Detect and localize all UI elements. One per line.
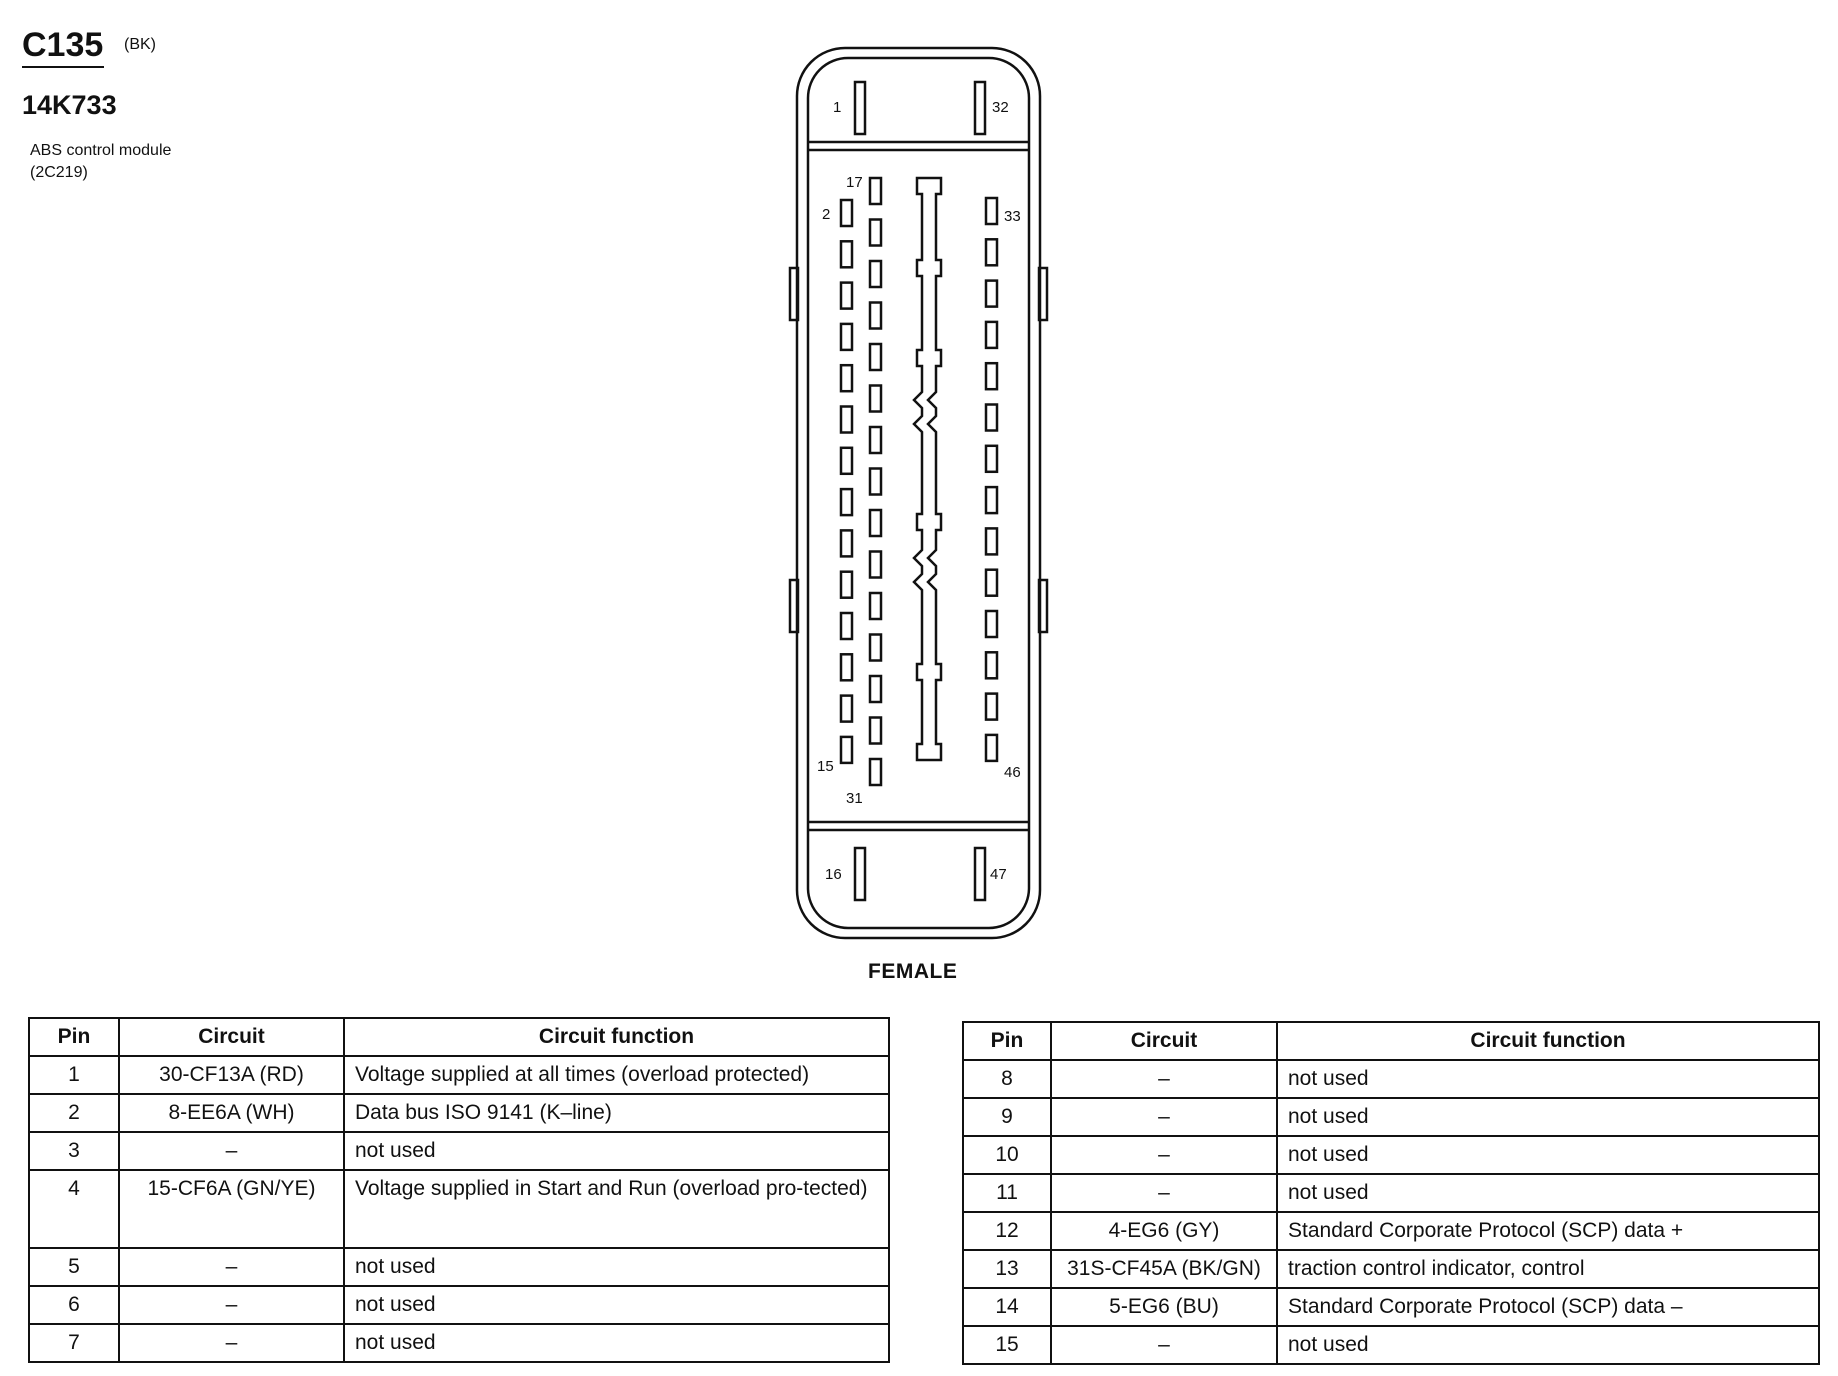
function-cell: not used bbox=[1277, 1060, 1819, 1098]
pin-cavity bbox=[870, 510, 881, 536]
pin-cell: 7 bbox=[29, 1324, 119, 1362]
description-line: ABS control module bbox=[30, 142, 172, 159]
pin-cavity bbox=[841, 613, 852, 639]
table-row bbox=[29, 1248, 889, 1286]
pin-cavity bbox=[986, 487, 997, 513]
pin-label: 31 bbox=[846, 790, 863, 807]
pin-cavity bbox=[841, 200, 852, 226]
function-cell: not used bbox=[344, 1324, 889, 1362]
pin-cell: 13 bbox=[963, 1250, 1051, 1288]
circuit-cell: – bbox=[1051, 1136, 1277, 1174]
side-latch bbox=[790, 268, 798, 320]
pin-cell: 11 bbox=[963, 1174, 1051, 1212]
pin-cavity bbox=[841, 283, 852, 309]
function-cell: not used bbox=[344, 1132, 889, 1170]
circuit-cell: 15-CF6A (GN/YE) bbox=[119, 1170, 344, 1248]
column-header-circuit: Circuit bbox=[119, 1018, 344, 1056]
pin-cell: 14 bbox=[963, 1288, 1051, 1326]
pin-cavity bbox=[841, 489, 852, 515]
circuit-cell: 31S-CF45A (BK/GN) bbox=[1051, 1250, 1277, 1288]
function-cell: not used bbox=[1277, 1326, 1819, 1364]
pin-cavity bbox=[841, 737, 852, 763]
pin-cavity bbox=[986, 611, 997, 637]
circuit-cell: – bbox=[119, 1324, 344, 1362]
circuit-cell: 5-EG6 (BU) bbox=[1051, 1288, 1277, 1326]
circuit-cell: – bbox=[1051, 1098, 1277, 1136]
side-latch bbox=[790, 580, 798, 632]
pin-cavity bbox=[986, 322, 997, 348]
table-row bbox=[963, 1174, 1819, 1212]
pin-label: 15 bbox=[817, 758, 834, 775]
table-row bbox=[29, 1132, 889, 1170]
function-cell: Data bus ISO 9141 (K–line) bbox=[344, 1094, 889, 1132]
pin-cavity bbox=[841, 696, 852, 722]
function-cell: Standard Corporate Protocol (SCP) data + bbox=[1277, 1212, 1819, 1250]
pin-label: 47 bbox=[990, 866, 1007, 883]
column-header-pin: Pin bbox=[29, 1018, 119, 1056]
table-row bbox=[29, 1324, 889, 1362]
function-cell: Voltage supplied at all times (overload protected) bbox=[344, 1056, 889, 1094]
column-header-pin: Pin bbox=[963, 1022, 1051, 1060]
pin-cavity bbox=[841, 448, 852, 474]
pin-cavity bbox=[975, 82, 985, 134]
pin-cavity bbox=[841, 324, 852, 350]
pin-cavity bbox=[841, 365, 852, 391]
function-cell: not used bbox=[344, 1248, 889, 1286]
pin-cell: 15 bbox=[963, 1326, 1051, 1364]
pin-cell: 5 bbox=[29, 1248, 119, 1286]
circuit-cell: 8-EE6A (WH) bbox=[119, 1094, 344, 1132]
pin-cavity bbox=[986, 446, 997, 472]
pin-label: 46 bbox=[1004, 764, 1021, 781]
pin-cavity bbox=[841, 530, 852, 556]
function-cell: not used bbox=[344, 1286, 889, 1324]
table-row bbox=[29, 1286, 889, 1324]
pin-cavity bbox=[855, 848, 865, 900]
pin-cavity bbox=[870, 261, 881, 287]
pin-cell: 2 bbox=[29, 1094, 119, 1132]
table-header-row bbox=[29, 1018, 889, 1056]
function-cell: Voltage supplied in Start and Run (overload pro-tected) bbox=[344, 1170, 889, 1248]
pin-table-right bbox=[962, 1021, 1820, 1365]
circuit-cell: – bbox=[1051, 1174, 1277, 1212]
description-line: (2C219) bbox=[30, 164, 88, 181]
circuit-cell: – bbox=[1051, 1060, 1277, 1098]
pin-label: 16 bbox=[825, 866, 842, 883]
pin-cavity bbox=[986, 570, 997, 596]
pin-cavity bbox=[986, 528, 997, 554]
pin-cavity bbox=[986, 694, 997, 720]
function-cell: Standard Corporate Protocol (SCP) data – bbox=[1277, 1288, 1819, 1326]
pin-cavity bbox=[841, 241, 852, 267]
pin-cell: 3 bbox=[29, 1132, 119, 1170]
pin-cavity bbox=[986, 363, 997, 389]
table-row bbox=[29, 1056, 889, 1094]
pin-cavity bbox=[870, 635, 881, 661]
circuit-cell: – bbox=[119, 1286, 344, 1324]
pin-table-left bbox=[28, 1017, 890, 1363]
pin-label: 32 bbox=[992, 99, 1009, 116]
pin-cavity bbox=[855, 82, 865, 134]
pin-cell: 12 bbox=[963, 1212, 1051, 1250]
pin-label: 17 bbox=[846, 174, 863, 191]
pin-cavity bbox=[986, 405, 997, 431]
connector-shell-outer bbox=[797, 48, 1040, 938]
pin-cavity bbox=[870, 178, 881, 204]
pin-cavity bbox=[870, 427, 881, 453]
table-row bbox=[963, 1326, 1819, 1364]
column-header-function: Circuit function bbox=[344, 1018, 889, 1056]
pin-cavity bbox=[870, 676, 881, 702]
pin-label: 33 bbox=[1004, 208, 1021, 225]
circuit-cell: – bbox=[1051, 1326, 1277, 1364]
table-row bbox=[963, 1098, 1819, 1136]
pin-cavity bbox=[986, 652, 997, 678]
side-latch bbox=[1039, 580, 1047, 632]
pin-cell: 10 bbox=[963, 1136, 1051, 1174]
pin-cavity bbox=[870, 759, 881, 785]
connector-color: (BK) bbox=[124, 36, 156, 53]
connector-code: C135 bbox=[22, 26, 104, 64]
function-cell: not used bbox=[1277, 1098, 1819, 1136]
pin-cavity bbox=[870, 469, 881, 495]
pin-cavity bbox=[841, 407, 852, 433]
table-row bbox=[963, 1136, 1819, 1174]
pin-cell: 6 bbox=[29, 1286, 119, 1324]
pin-cavity bbox=[986, 735, 997, 761]
function-cell: traction control indicator, control bbox=[1277, 1250, 1819, 1288]
table-row bbox=[29, 1094, 889, 1132]
pin-cavity bbox=[986, 281, 997, 307]
pin-cavity bbox=[870, 593, 881, 619]
pin-cavity bbox=[986, 239, 997, 265]
circuit-cell: 4-EG6 (GY) bbox=[1051, 1212, 1277, 1250]
pin-cell: 8 bbox=[963, 1060, 1051, 1098]
circuit-cell: 30-CF13A (RD) bbox=[119, 1056, 344, 1094]
pin-cavity bbox=[870, 344, 881, 370]
table-row bbox=[29, 1170, 889, 1248]
pin-cavity bbox=[841, 572, 852, 598]
table-header-row bbox=[963, 1022, 1819, 1060]
column-header-circuit: Circuit bbox=[1051, 1022, 1277, 1060]
pin-cavity bbox=[870, 220, 881, 246]
pin-cell: 1 bbox=[29, 1056, 119, 1094]
pin-cell: 9 bbox=[963, 1098, 1051, 1136]
pin-cell: 4 bbox=[29, 1170, 119, 1248]
circuit-cell: – bbox=[119, 1132, 344, 1170]
function-cell: not used bbox=[1277, 1136, 1819, 1174]
connector-gender-label: FEMALE bbox=[868, 960, 958, 983]
side-latch bbox=[1039, 268, 1047, 320]
pin-cavity bbox=[870, 303, 881, 329]
pin-label: 2 bbox=[822, 206, 831, 223]
table-row bbox=[963, 1250, 1819, 1288]
part-number: 14K733 bbox=[22, 90, 117, 120]
function-cell: not used bbox=[1277, 1174, 1819, 1212]
pin-cavity bbox=[870, 552, 881, 578]
pin-cavity bbox=[870, 718, 881, 744]
pin-cavity bbox=[870, 386, 881, 412]
pin-cavity bbox=[975, 848, 985, 900]
circuit-cell: – bbox=[119, 1248, 344, 1286]
column-header-function: Circuit function bbox=[1277, 1022, 1819, 1060]
pin-cavity bbox=[986, 198, 997, 224]
pin-label: 1 bbox=[833, 99, 842, 116]
pin-cavity bbox=[841, 654, 852, 680]
table-row bbox=[963, 1288, 1819, 1326]
center-key-rib bbox=[914, 178, 941, 760]
table-row bbox=[963, 1060, 1819, 1098]
table-row bbox=[963, 1212, 1819, 1250]
